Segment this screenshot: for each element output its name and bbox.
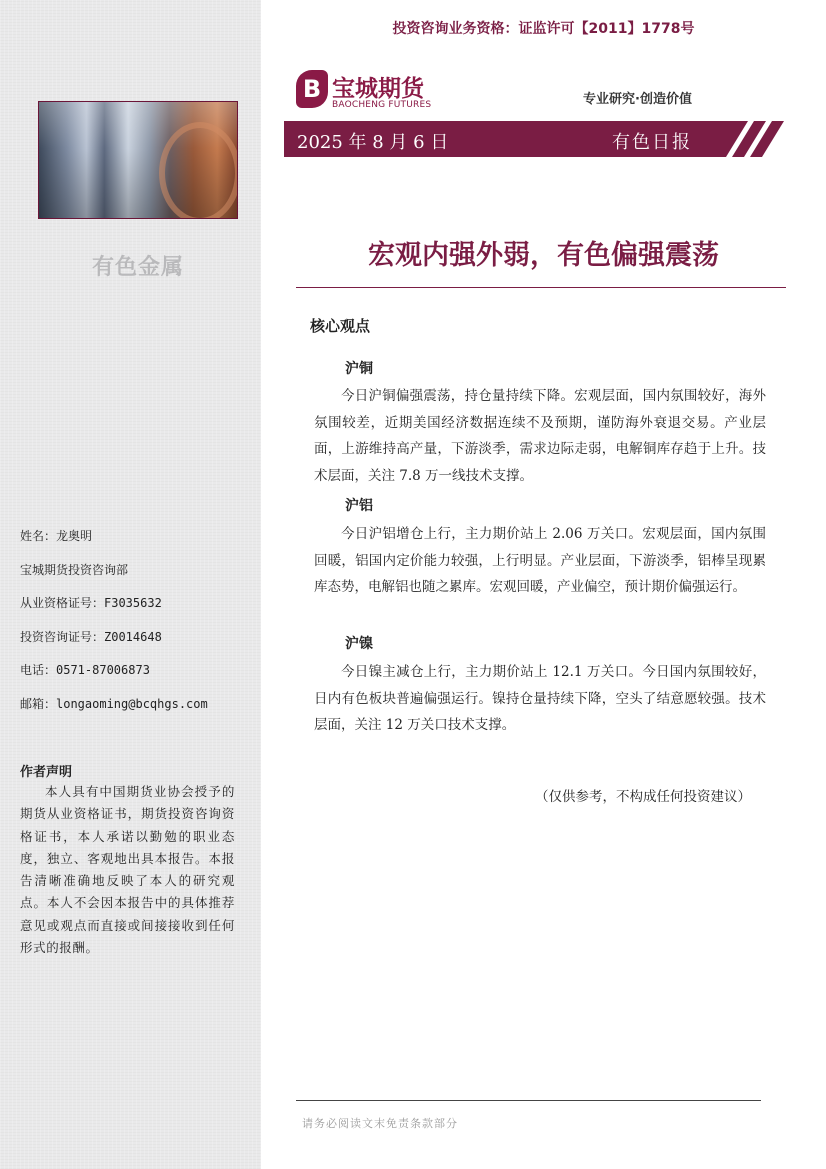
analyst-email[interactable]: 邮箱：longaoming@bcqhgs.com [20,696,208,711]
logo-chinese-name: 宝城期货 [332,75,424,102]
nickel-paragraph: 今日镍主减仓上行，主力期价站上 12.1 万关口。今日国内氛围较好，日内有色板块普遍偏强运行。镍持仓量持续下降，空头了结意愿较强。技术层面，关注 12 万关口技术支撑。 [314,664,766,734]
declaration-text: 本人具有中国期货业协会授予的期货从业资格证书，期货投资咨询资格证书，本人承诺以勤勉的职业态度，独立、客观地出具本报告。本报告清晰准确地反映了本人的研究观点。本人不会因本报告中的具体推荐意见或观点而直接或间接接收到任何形式的报酬。 [20,784,235,956]
analyst-name: 姓名：龙奥明 [20,529,93,543]
license-info: 投资咨询业务资格：证监许可【2011】1778号 [392,21,695,37]
sidebar [0,0,261,1169]
consulting-number: 投资咨询证号：Z0014648 [20,629,162,644]
nickel-heading: 沪镍 [345,636,373,652]
core-views-heading: 核心观点 [310,317,371,335]
category-label: 有色金属 [91,255,184,280]
report-date: 2025 年 8 月 6 日 [297,132,449,153]
analyst-department: 宝城期货投资咨询部 [20,562,129,577]
title-divider [296,287,786,288]
logo-mark-icon: B [296,70,328,108]
analyst-phone: 电话：0571-87006873 [20,663,150,677]
analyst-contact [20,528,250,729]
aluminum-paragraph: 今日沪铝增仓上行，主力期价站上 2.06 万关口。宏观层面，国内氛围回暖，铝国内定价能力较强，上行明显。产业层面，下游淡季，铝棒呈现累库态势，电解铝也随之累库。宏观回暖，产业偏空，预计期价偏强运行。 [314,526,766,596]
logo-english-name: BAOCHENG FUTURES [332,100,432,110]
qualification-number: 从业资格证号：F3035632 [20,596,162,610]
banner-stripes-icon [720,121,790,157]
copper-heading: 沪铜 [345,361,373,377]
report-type: 有色日报 [612,132,692,153]
footer-notice: 请务必阅读文末免责条款部分 [302,1117,458,1130]
page-title: 宏观内强外弱，有色偏强震荡 [368,240,719,271]
copper-paragraph: 今日沪铜偏强震荡，持仓量持续下降。宏观层面，国内氛围较好，海外氛围较差，近期美国经济数据连续不及预期，谨防海外衰退交易。产业层面，上游维持高产量，下游淡季，需求边际走弱，电解铜库存趋于上升。技术层面，关注 7.8 万一线技术支撑。 [314,388,766,484]
aluminum-heading: 沪铝 [345,498,373,514]
metal-photo [38,101,238,219]
slogan: 专业研究·创造价值 [583,92,692,107]
declaration-title: 作者声明 [20,765,73,780]
disclaimer: （仅供参考，不构成任何投资建议） [535,789,751,805]
footer-divider [296,1100,761,1101]
